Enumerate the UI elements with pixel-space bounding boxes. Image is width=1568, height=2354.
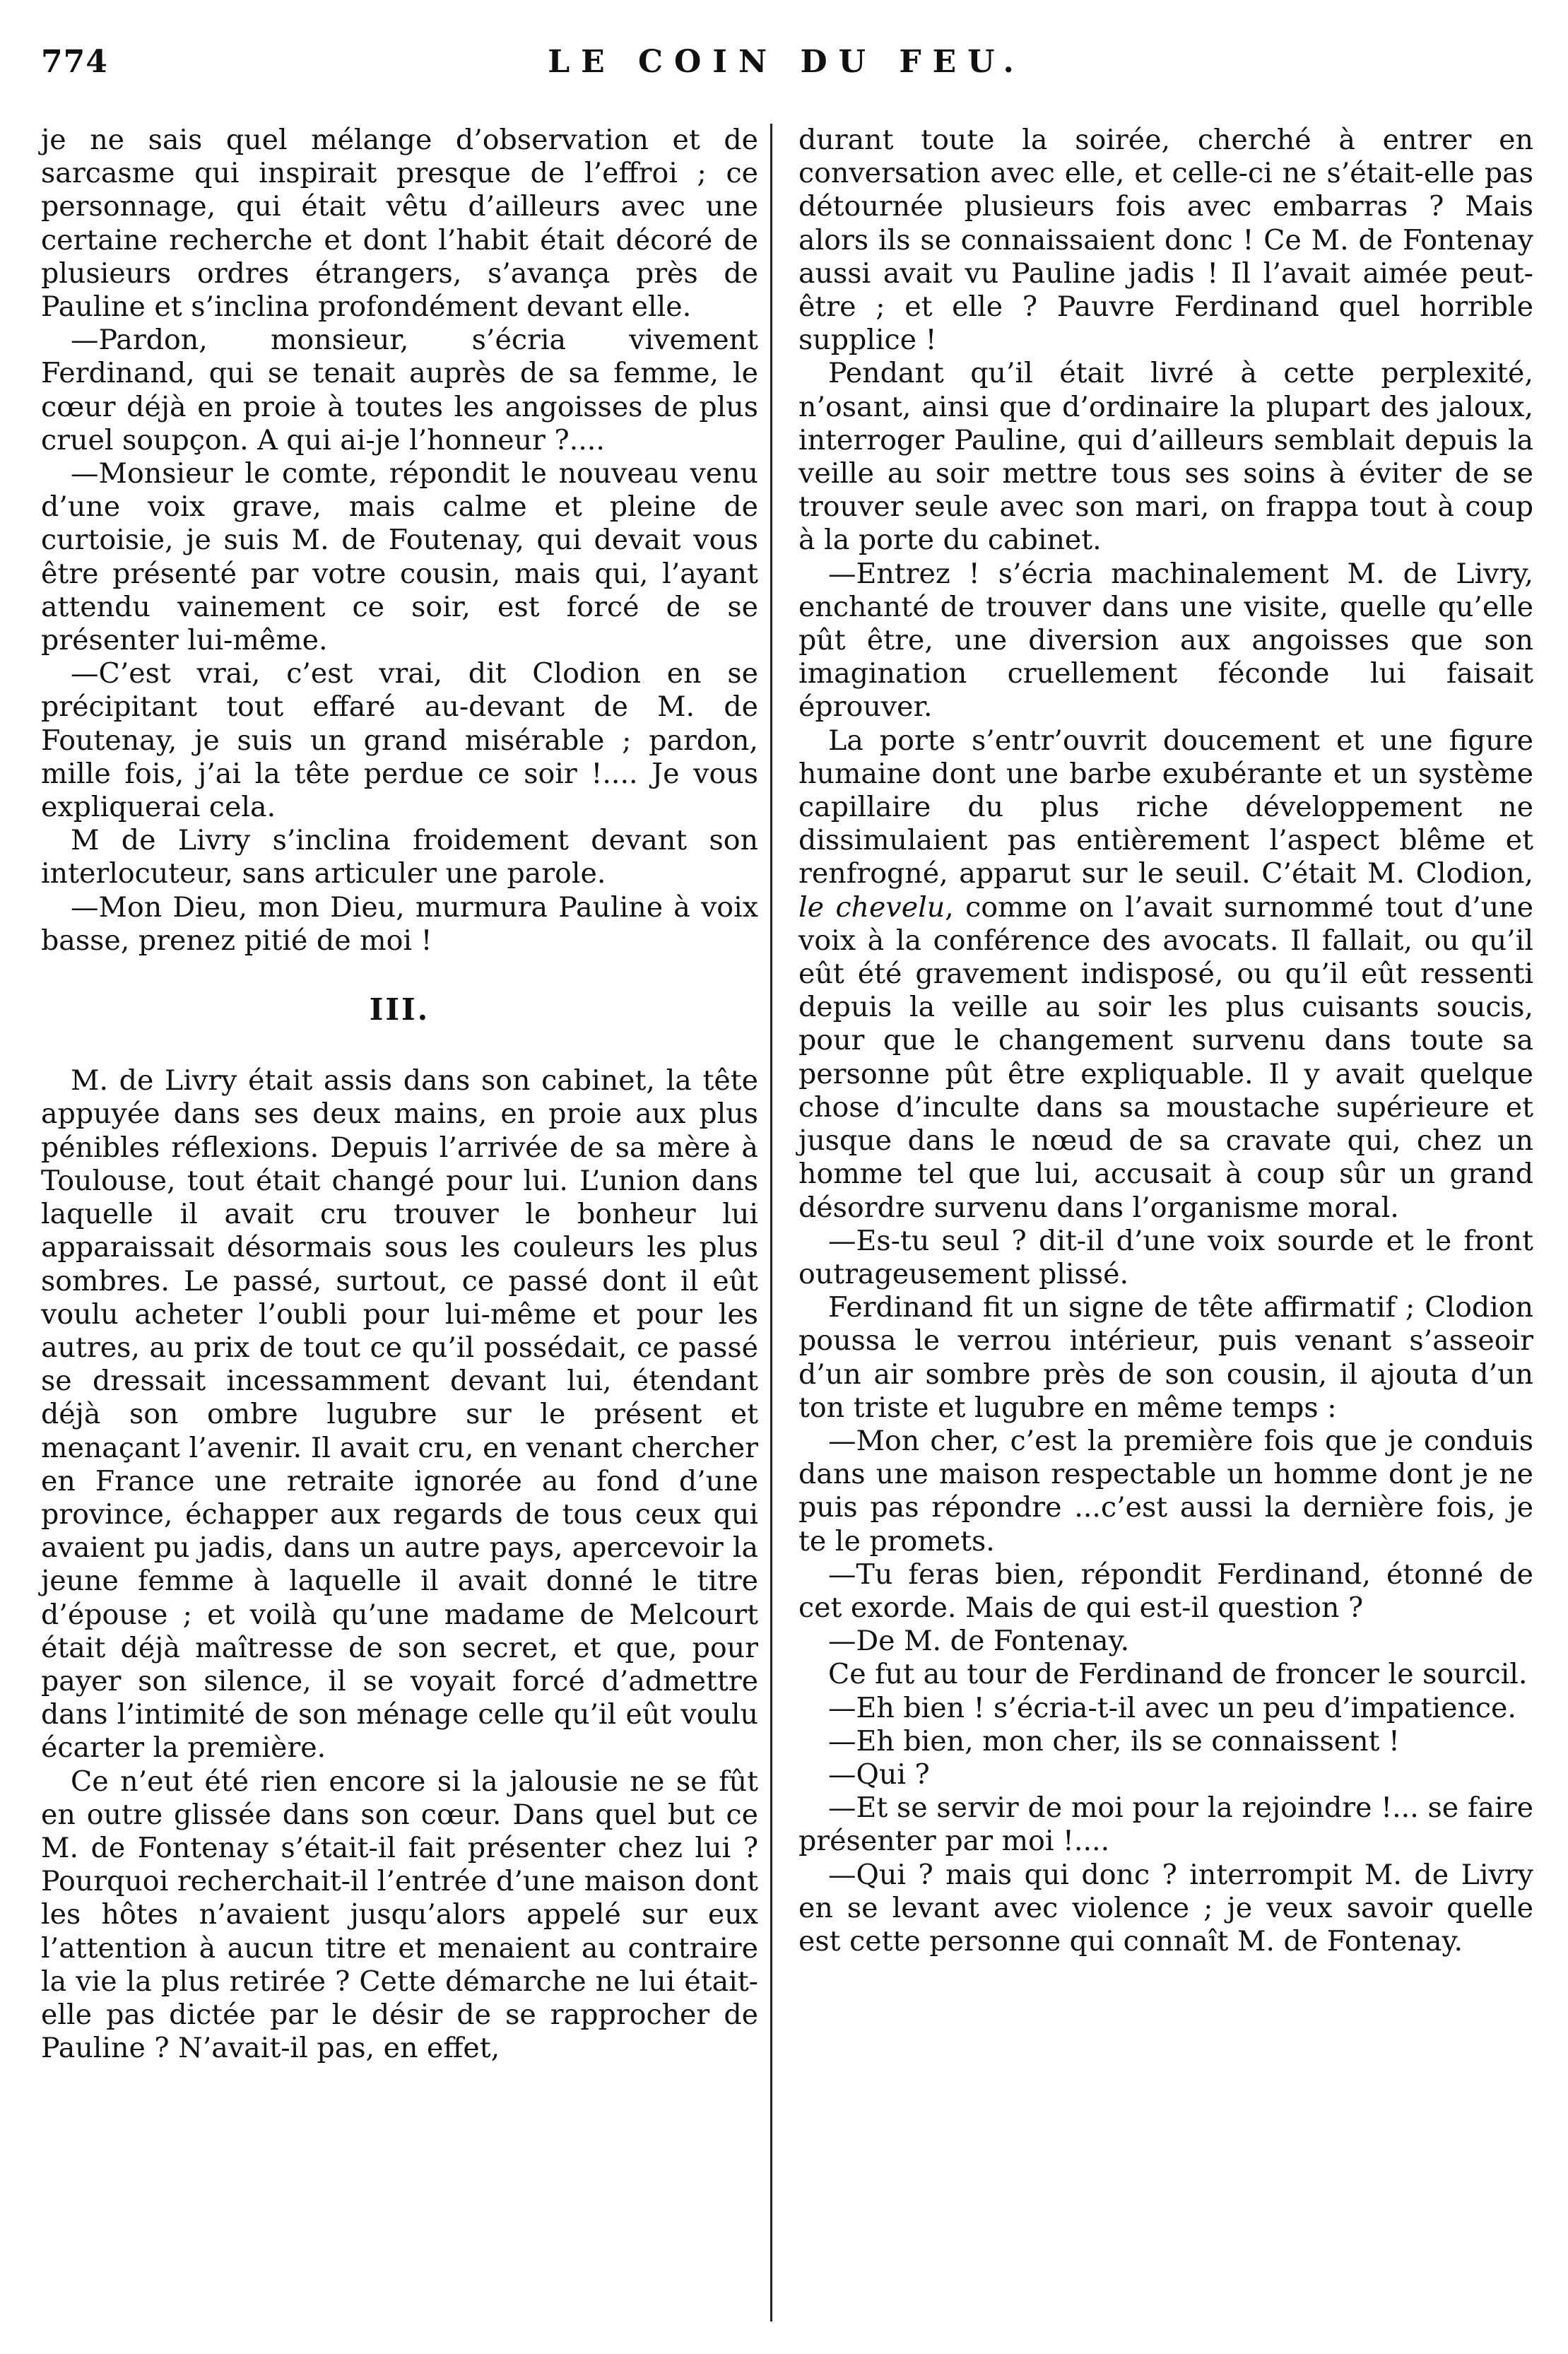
paragraph-text: tout d’une voix à la conférence des avocats. Il fallait, ou qu’il eût été gravement indisposé, ou qu’il eût ressenti depuis la veille au soir les plus cuisants soucis, pour que le changement survenu dans toute sa personne pût être expliquable. Il y avait quelque chose d’inculte dans sa moustache supérieure et jusque dans le nœud de sa cravate qui, chez un homme tel que lui, accusait à coup sûr un grand désordre survenu dans l’organisme moral.: [798, 890, 1533, 1224]
column-divider: [770, 124, 772, 2321]
right-column: [798, 124, 1533, 1958]
page-number: 774: [41, 44, 108, 80]
paragraph: —Mon cher, c’est la première fois que je conduis dans une maison respectable un homme dont je ne puis pas répondre ...c’est aussi la dernière fois, je te le promets.: [798, 1424, 1533, 1558]
paragraph: [798, 724, 1533, 1225]
paragraph: —Mon Dieu, mon Dieu, murmura Pauline à voix basse, prenez pitié de moi !: [41, 890, 758, 957]
paragraph: Pendant qu’il était livré à cette perplexité, n’osant, ainsi que d’ordinaire la plupart des jaloux, interroger Pauline, qui d’ailleurs semblait depuis la veille au soir mettre tous ses soins à éviter de se trouver seule avec son mari, on frappa tout à coup à la porte du cabinet.: [798, 357, 1533, 557]
paragraph-text: , comme on l’avait surnommé: [945, 890, 1374, 924]
paragraph: —Qui ?: [828, 1758, 930, 1791]
paragraph: —Monsieur le comte, répondit le nouveau venu d’une voix grave, mais calme et pleine de curtoisie, je suis M. de Foutenay, qui devait vous être présenté par votre cousin, mais qui, l’ayant attendu vainement ce soir, est forcé de se présenter lui-même.: [41, 457, 758, 657]
paragraph: M de Livry s’inclina froidement devant son interlocuteur, sans articuler une parole.: [41, 824, 758, 890]
paragraph-text: La porte s’entr’ouvrit doucement et une figure humaine dont une barbe exubérante et un système capillaire du plus riche développement ne dissimulaient pas entièrement l’aspect blême et renfrogné, apparut sur le seuil. C’était M. Clodion,: [798, 724, 1533, 890]
paragraph: durant toute la soirée, cherché à entrer en conversation avec elle, et celle-ci ne s’était-elle pas détournée plusieurs fois avec embarras ? Mais alors ils se connaissaient donc ! Ce M. de Fontenay aussi avait vu Pauline jadis ! Il l’avait aimée peut-être ; et elle ? Pauvre Ferdinand quel horrible supplice !: [798, 124, 1533, 357]
paragraph: Ferdinand fit un signe de tête affirmatif ; Clodion poussa le verrou intérieur, puis venant s’asseoir d’un air sombre près de son cousin, il ajouta d’un ton triste et lugubre en même temps :: [798, 1291, 1533, 1424]
paragraph: je ne sais quel mélange d’observation et de sarcasme qui inspirait presque de l’effroi ; ce personnage, qui était vêtu d’ailleurs avec une certaine recherche et dont l’habit était décoré de plusieurs ordres étrangers, s’avança près de Pauline et s’inclina profondément devant elle.: [41, 124, 758, 324]
paragraph: Ce fut au tour de Ferdinand de froncer le sourcil.: [828, 1658, 1528, 1691]
paragraph: —De M. de Fontenay.: [828, 1625, 1130, 1658]
paragraph: M. de Livry était assis dans son cabinet, la tête appuyée dans ses deux mains, en proie aux plus pénibles réflexions. Depuis l’arrivée de sa mère à Toulouse, tout était changé pour lui. L’union dans laquelle il avait cru trouver le bonheur lui apparaissait désormais sous les couleurs les plus sombres. Le passé, surtout, ce passé dont il eût voulu acheter l’oubli pour lui-même et pour les autres, au prix de tout ce qu’il possédait, ce passé se dressait incessamment devant lui, étendant déjà son ombre lugubre sur le présent et menaçant l’avenir. Il avait cru, en venant chercher en France une retraite ignorée au fond d’une province, échapper aux regards de tous ceux qui avaient pu jadis, dans un autre pays, apercevoir la jeune femme à laquelle il avait donné le titre d’épouse ; et voilà qu’une madame de Melcourt était déjà maîtresse de son secret, et que, pour payer son silence, il se voyait forcé d’admettre dans l’intimité de son ménage celle qu’il eût voulu écarter la première.: [41, 1064, 758, 1765]
paragraph: —Et se servir de moi pour la rejoindre !... se faire présenter par moi !....: [798, 1791, 1533, 1858]
paragraph: —Pardon, monsieur, s’écria vivement Ferdinand, qui se tenait auprès de sa femme, le cœur déjà en proie à toutes les angoisses de plus cruel soupçon. A qui ai-je l’honneur ?....: [41, 324, 758, 457]
paragraph: —Eh bien, mon cher, ils se connaissent !: [828, 1724, 1400, 1758]
paragraph: —Tu feras bien, répondit Ferdinand, étonné de cet exorde. Mais de qui est-il question ?: [798, 1558, 1533, 1624]
paragraph: Ce n’eut été rien encore si la jalousie ne se fût en outre glissée dans son cœur. Dans quel but ce M. de Fontenay s’était-il fait présenter chez lui ? Pourquoi recherchait-il l’entrée d’une maison dont les hôtes n’avaient jusqu’alors appelé sur eux l’attention à aucun titre et menaient au contraire la vie la plus retirée ? Cette démarche ne lui était-elle pas dictée par le désir de se rapprocher de Pauline ? N’avait-il pas, en effet,: [41, 1765, 758, 2065]
section-heading: III.: [369, 992, 430, 1028]
paragraph: —Qui ? mais qui donc ? interrompit M. de Livry en se levant avec violence ; je veux savoir quelle est cette personne qui connaît M. de Fontenay.: [798, 1858, 1533, 1958]
paragraph: —Entrez ! s’écria machinalement M. de Livry, enchanté de trouver dans une visite, quelle qu’elle pût être, une diversion aux angoisses que son imagination cruellement féconde lui faisait éprouver.: [798, 557, 1533, 724]
running-title: LE COIN DU FEU.: [548, 44, 1025, 80]
paragraph: —Es-tu seul ? dit-il d’une voix sourde et le front outrageusement plissé.: [798, 1224, 1533, 1290]
paragraph: —Eh bien ! s’écria-t-il avec un peu d’impatience.: [828, 1691, 1516, 1724]
italic-epithet: le chevelu: [798, 890, 945, 924]
page-header: [41, 44, 1532, 100]
left-column: [41, 124, 758, 2065]
paragraph: —C’est vrai, c’est vrai, dit Clodion en se précipitant tout effaré au-devant de M. de Foutenay, je suis un grand misérable ; pardon, mille fois, j’ai la tête perdue ce soir !.... Je vous expliquerai cela.: [41, 657, 758, 824]
